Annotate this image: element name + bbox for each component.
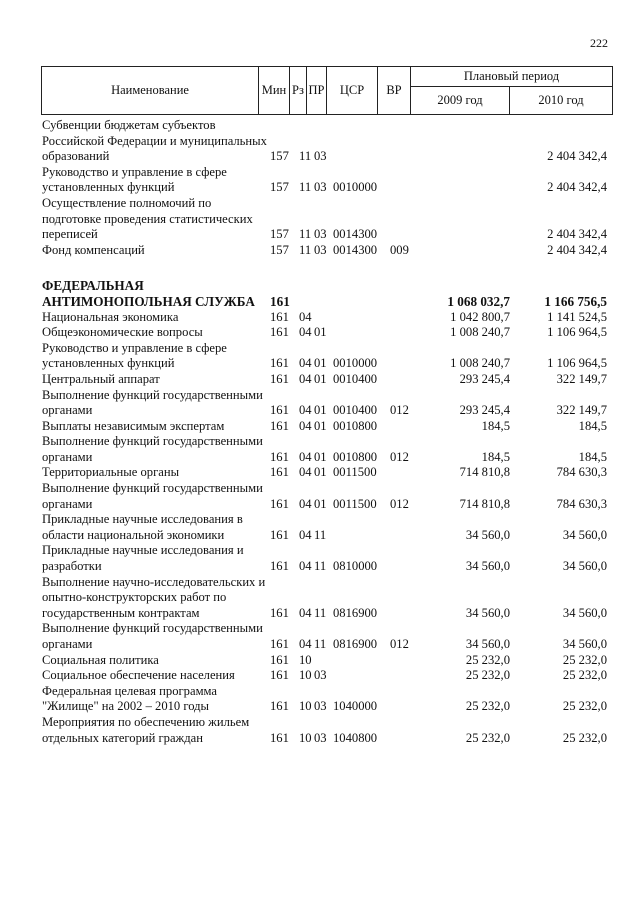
header-name: Наименование	[42, 67, 259, 115]
row-min: 161	[270, 699, 289, 714]
table-row	[41, 621, 613, 652]
row-rz: 04	[299, 371, 312, 386]
row-pr: 11	[314, 605, 327, 620]
row-vr: 012	[390, 496, 409, 511]
table-row	[41, 388, 613, 419]
row-csr: 0014300	[333, 242, 378, 257]
row-vr: 012	[390, 449, 409, 464]
row-name: Прикладные научные исследования и разработки	[42, 543, 244, 574]
row-v2009: 293 245,4	[459, 403, 510, 418]
row-pr: 11	[314, 637, 327, 651]
table-row	[41, 715, 613, 746]
row-csr: 0014300	[333, 227, 378, 242]
row-name: Мероприятия по обеспечению жильем отдельных категорий граждан	[42, 714, 250, 745]
table-row	[41, 372, 613, 388]
row-pr: 01	[314, 356, 327, 371]
row-v2009: 25 232,0	[465, 730, 510, 745]
row-min: 161	[270, 465, 289, 480]
row-v2009: 25 232,0	[465, 668, 510, 683]
row-name: Выполнение функций государственными органами	[42, 481, 263, 511]
row-pr: 01	[314, 325, 327, 340]
row-v2010: 1 141 524,5	[547, 309, 607, 324]
row-pr: 11	[314, 559, 327, 574]
row-rz: 11	[299, 180, 312, 195]
page-number: 222	[590, 36, 608, 50]
row-rz: 11	[299, 227, 312, 242]
row-v2010: 34 560,0	[562, 637, 607, 651]
row-v2010: 25 232,0	[562, 699, 607, 714]
row-v2009: 25 232,0	[465, 699, 510, 714]
row-v2009: 714 810,8	[459, 496, 510, 511]
row-csr: 0010800	[333, 418, 378, 433]
table-header	[41, 66, 613, 115]
row-rz: 04	[299, 309, 312, 324]
row-min: 161	[270, 527, 289, 542]
row-pr: 03	[314, 699, 327, 714]
row-name: Центральный аппарат	[42, 371, 160, 386]
row-rz: 04	[299, 559, 312, 574]
row-min: 157	[270, 227, 289, 242]
row-rz: 11	[299, 149, 312, 164]
row-rz: 11	[299, 242, 312, 257]
row-v2009: 1 042 800,7	[450, 309, 510, 324]
row-v2009: 1 068 032,7	[447, 293, 510, 309]
row-v2010: 2 404 342,4	[547, 227, 607, 242]
row-v2009: 184,5	[481, 449, 510, 464]
header-vr: ВР	[378, 67, 411, 115]
row-min: 161	[270, 637, 289, 651]
row-rz: 10	[299, 730, 312, 745]
row-min: 161	[270, 418, 289, 433]
row-name: Прикладные научные исследования в области национальной экономики	[42, 512, 243, 542]
row-v2010: 322 149,7	[556, 371, 607, 386]
row-v2010: 1 166 756,5	[544, 293, 607, 309]
row-name: Выполнение научно-исследовательских и опытно-конструкторских работ по государственным контрактам	[42, 574, 266, 620]
row-v2009: 34 560,0	[465, 637, 510, 651]
row-name: Фонд компенсаций	[42, 242, 145, 257]
row-v2010: 34 560,0	[562, 605, 607, 620]
table-row	[41, 668, 613, 684]
row-pr: 01	[314, 465, 327, 480]
row-name: Выполнение функций государственными органами	[42, 387, 263, 418]
row-name: Территориальные органы	[42, 465, 180, 480]
row-pr: 03	[314, 180, 327, 195]
row-csr: 0010800	[333, 449, 378, 464]
row-csr: 0010400	[333, 403, 378, 418]
header-planning-period: Плановый период	[411, 67, 613, 87]
row-v2009: 34 560,0	[465, 527, 510, 542]
row-pr: 01	[314, 418, 327, 433]
table-row	[41, 481, 613, 512]
table-row	[41, 465, 613, 481]
row-v2009: 25 232,0	[465, 652, 510, 667]
row-name: Субвенции бюджетам субъектов Российской Федерации и муниципальных образований	[42, 118, 267, 164]
row-rz: 04	[299, 418, 312, 433]
row-v2009: 714 810,8	[459, 465, 510, 480]
row-rz: 10	[299, 668, 312, 683]
row-v2009: 34 560,0	[465, 559, 510, 574]
row-csr: 1040800	[333, 730, 378, 745]
row-name: Выплаты независимым экспертам	[42, 418, 225, 433]
row-v2010: 25 232,0	[562, 668, 607, 683]
header-year-2009: 2009 год	[411, 87, 510, 115]
row-v2010: 322 149,7	[556, 403, 607, 418]
row-name: Национальная экономика	[42, 309, 179, 324]
row-pr: 01	[314, 449, 327, 464]
table-row	[41, 575, 613, 622]
row-name: Руководство и управление в сфере установленных функций	[42, 164, 227, 195]
row-min: 161	[270, 325, 289, 340]
row-v2010: 34 560,0	[562, 559, 607, 574]
row-v2010: 25 232,0	[562, 730, 607, 745]
row-pr: 11	[314, 527, 327, 542]
table-row	[41, 419, 613, 435]
row-csr: 0816900	[333, 605, 378, 620]
row-name: Социальное обеспечение населения	[42, 668, 235, 683]
table-row	[41, 653, 613, 669]
row-v2009: 1 008 240,7	[450, 356, 510, 371]
row-v2009: 293 245,4	[459, 371, 510, 386]
row-name: Осуществление полномочий по подготовке проведения статистических переписей	[42, 195, 253, 242]
row-v2009: 184,5	[481, 418, 510, 433]
row-v2009: 34 560,0	[465, 605, 510, 620]
row-min: 161	[270, 652, 289, 667]
row-min: 161	[270, 293, 290, 309]
row-rz: 04	[299, 325, 312, 340]
row-v2010: 2 404 342,4	[547, 149, 607, 164]
row-pr: 01	[314, 496, 327, 511]
header-csr: ЦСР	[327, 67, 378, 115]
row-min: 157	[270, 242, 289, 257]
row-vr: 009	[390, 242, 409, 257]
header-pr: ПР	[307, 67, 327, 115]
header-year-2010: 2010 год	[510, 87, 613, 115]
table-row	[41, 543, 613, 574]
table-row	[41, 243, 613, 259]
row-csr: 0010400	[333, 371, 378, 386]
row-rz: 10	[299, 652, 312, 667]
row-pr: 03	[314, 242, 327, 257]
row-rz: 04	[299, 356, 312, 371]
table-body	[41, 118, 613, 746]
row-min: 157	[270, 149, 289, 164]
row-rz: 04	[299, 465, 312, 480]
header-min: Мин	[259, 67, 290, 115]
row-v2010: 1 106 964,5	[547, 325, 607, 340]
row-rz: 04	[299, 496, 312, 511]
row-csr: 0011500	[333, 465, 377, 480]
row-csr: 1040000	[333, 699, 378, 714]
row-v2010: 1 106 964,5	[547, 356, 607, 371]
row-name: Руководство и управление в сфере установленных функций	[42, 340, 227, 371]
row-min: 161	[270, 403, 289, 418]
row-name: Федеральная целевая программа "Жилище" на 2002 – 2010 годы	[42, 683, 218, 714]
row-rz: 04	[299, 403, 312, 418]
row-csr: 0011500	[333, 496, 377, 511]
table-row	[41, 118, 613, 165]
row-vr: 012	[390, 637, 409, 651]
table-row	[41, 325, 613, 341]
row-v2010: 784 630,3	[556, 496, 607, 511]
row-min: 161	[270, 605, 289, 620]
row-min: 161	[270, 371, 289, 386]
row-csr: 0010000	[333, 180, 378, 195]
row-min: 161	[270, 309, 289, 324]
row-min: 161	[270, 449, 289, 464]
table-row	[41, 278, 613, 309]
row-v2009: 1 008 240,7	[450, 325, 510, 340]
row-csr: 0816900	[333, 637, 378, 651]
row-min: 157	[270, 180, 289, 195]
row-name: ФЕДЕРАЛЬНАЯ АНТИМОНОПОЛЬНАЯ СЛУЖБА	[42, 278, 255, 309]
row-min: 161	[270, 356, 289, 371]
row-rz: 04	[299, 527, 312, 542]
table-row	[41, 165, 613, 196]
row-min: 161	[270, 668, 289, 683]
row-name: Социальная политика	[42, 652, 159, 667]
table-row	[41, 196, 613, 243]
row-min: 161	[270, 559, 289, 574]
row-pr: 03	[314, 730, 327, 745]
row-pr: 01	[314, 371, 327, 386]
table-row	[41, 341, 613, 372]
row-name: Выполнение функций государственными органами	[42, 621, 263, 651]
row-pr: 03	[314, 149, 327, 164]
row-pr: 01	[314, 403, 327, 418]
row-v2010: 2 404 342,4	[547, 242, 607, 257]
row-v2010: 34 560,0	[562, 527, 607, 542]
row-rz: 10	[299, 699, 312, 714]
table-row	[41, 310, 613, 326]
row-pr: 03	[314, 668, 327, 683]
table-row	[41, 434, 613, 465]
row-csr: 0010000	[333, 356, 378, 371]
row-rz: 04	[299, 637, 312, 651]
row-v2010: 184,5	[578, 449, 607, 464]
row-rz: 04	[299, 605, 312, 620]
table-row	[41, 684, 613, 715]
row-name: Выполнение функций государственными органами	[42, 434, 263, 464]
row-v2010: 784 630,3	[556, 465, 607, 480]
row-v2010: 184,5	[578, 418, 607, 433]
row-rz: 04	[299, 449, 312, 464]
row-v2010: 2 404 342,4	[547, 180, 607, 195]
row-pr: 03	[314, 227, 327, 242]
row-min: 161	[270, 730, 289, 745]
row-csr: 0810000	[333, 559, 378, 574]
header-rz: Рз	[290, 67, 307, 115]
row-name: Общеэкономические вопросы	[42, 325, 203, 340]
row-v2010: 25 232,0	[562, 652, 607, 667]
table-row	[41, 512, 613, 543]
row-vr: 012	[390, 403, 409, 418]
row-min: 161	[270, 496, 289, 511]
